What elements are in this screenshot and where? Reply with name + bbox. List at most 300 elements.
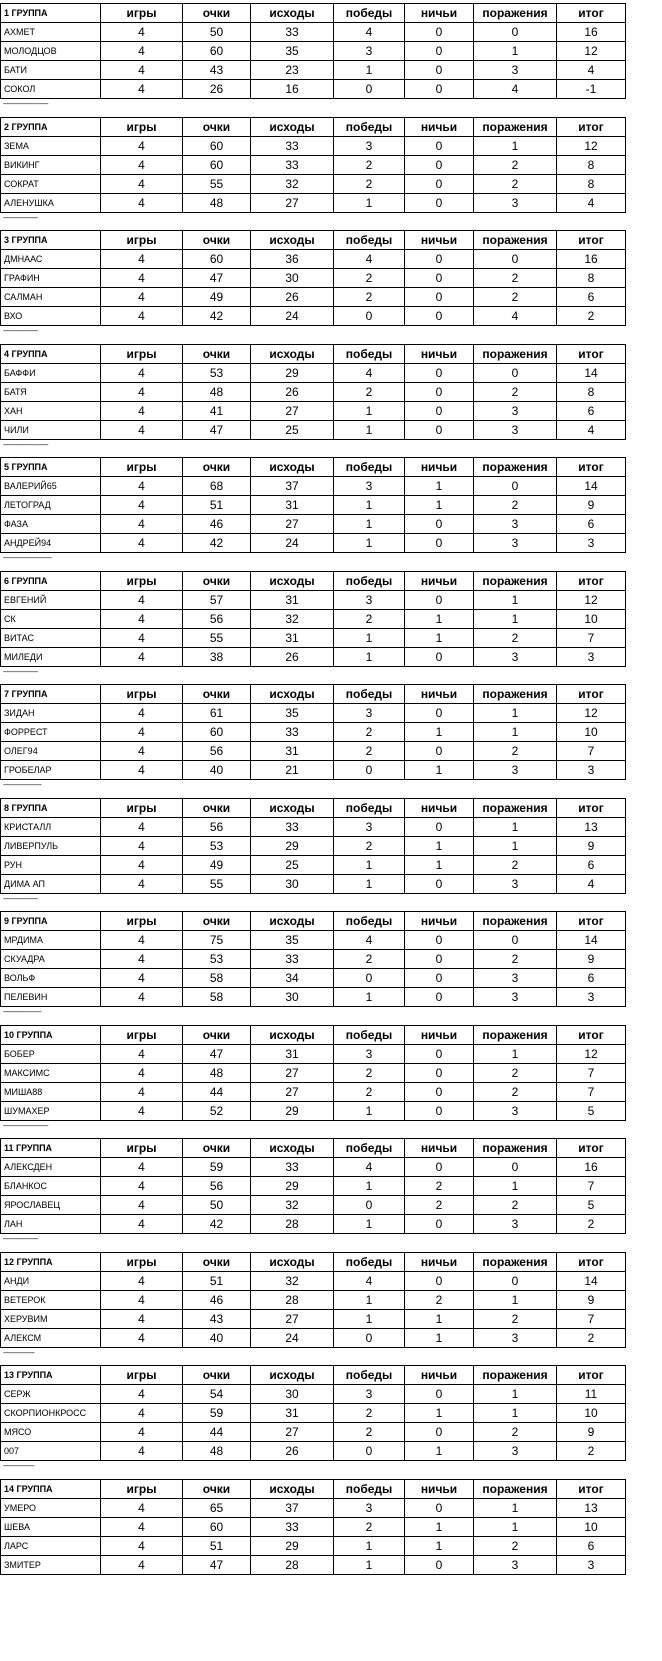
cell-wins: 4 <box>334 23 405 42</box>
cell-total: 7 <box>557 1082 626 1101</box>
cell-wins: 2 <box>334 155 405 174</box>
cell-total: 7 <box>557 1177 626 1196</box>
cell-losses: 0 <box>474 931 557 950</box>
column-header-total: итог <box>557 798 626 817</box>
cell-points: 56 <box>183 742 251 761</box>
cell-games: 4 <box>101 1196 183 1215</box>
cell-outcomes: 29 <box>251 1101 334 1120</box>
group-block-3 <box>0 230 625 344</box>
cell-games: 4 <box>101 288 183 307</box>
group-block-12 <box>0 1252 625 1366</box>
column-header-outcomes: исходы <box>251 912 334 931</box>
cell-losses: 2 <box>474 742 557 761</box>
column-header-draws: ничьи <box>405 798 474 817</box>
cell-wins: 1 <box>334 647 405 666</box>
team-name: РУН <box>1 855 101 874</box>
cell-points: 57 <box>183 590 251 609</box>
cell-total: 12 <box>557 136 626 155</box>
column-header-losses: поражения <box>474 1025 557 1044</box>
cell-points: 56 <box>183 1177 251 1196</box>
table-row <box>1 401 626 420</box>
cell-points: 46 <box>183 515 251 534</box>
team-name: ВИТАС <box>1 628 101 647</box>
team-name: ЕВГЕНИЙ <box>1 590 101 609</box>
cell-losses: 0 <box>474 250 557 269</box>
cell-points: 50 <box>183 1196 251 1215</box>
column-header-draws: ничьи <box>405 1139 474 1158</box>
column-header-points: очки <box>183 1139 251 1158</box>
group-separator: -------------------------- <box>3 1122 49 1130</box>
cell-losses: 1 <box>474 590 557 609</box>
cell-outcomes: 24 <box>251 1328 334 1347</box>
group-title: 5 ГРУППА <box>1 458 101 477</box>
table-row <box>1 534 626 553</box>
cell-points: 60 <box>183 723 251 742</box>
team-name: СОКОЛ <box>1 80 101 99</box>
column-header-games: игры <box>101 458 183 477</box>
table-row <box>1 874 626 893</box>
cell-points: 51 <box>183 1536 251 1555</box>
team-name: 007 <box>1 1442 101 1461</box>
cell-total: 5 <box>557 1101 626 1120</box>
cell-losses: 3 <box>474 761 557 780</box>
cell-games: 4 <box>101 1082 183 1101</box>
cell-wins: 3 <box>334 1498 405 1517</box>
cell-draws: 0 <box>405 1555 474 1574</box>
cell-losses: 2 <box>474 288 557 307</box>
column-header-wins: победы <box>334 231 405 250</box>
cell-games: 4 <box>101 1536 183 1555</box>
cell-games: 4 <box>101 1158 183 1177</box>
table-row <box>1 174 626 193</box>
column-header-games: игры <box>101 344 183 363</box>
cell-wins: 1 <box>334 628 405 647</box>
cell-points: 42 <box>183 1215 251 1234</box>
column-header-wins: победы <box>334 117 405 136</box>
column-header-total: итог <box>557 685 626 704</box>
cell-draws: 0 <box>405 80 474 99</box>
cell-losses: 0 <box>474 1158 557 1177</box>
cell-points: 47 <box>183 420 251 439</box>
cell-draws: 1 <box>405 477 474 496</box>
column-header-games: игры <box>101 798 183 817</box>
cell-games: 4 <box>101 874 183 893</box>
cell-losses: 2 <box>474 1196 557 1215</box>
cell-draws: 0 <box>405 1271 474 1290</box>
column-header-outcomes: исходы <box>251 458 334 477</box>
cell-outcomes: 29 <box>251 1177 334 1196</box>
team-name: ЗМИТЕР <box>1 1555 101 1574</box>
cell-games: 4 <box>101 269 183 288</box>
cell-total: 9 <box>557 836 626 855</box>
column-header-losses: поражения <box>474 458 557 477</box>
cell-total: 6 <box>557 288 626 307</box>
column-header-total: итог <box>557 1479 626 1498</box>
cell-wins: 1 <box>334 1101 405 1120</box>
group-title: 14 ГРУППА <box>1 1479 101 1498</box>
cell-wins: 2 <box>334 950 405 969</box>
team-name: БАТЯ <box>1 382 101 401</box>
cell-games: 4 <box>101 42 183 61</box>
cell-draws: 1 <box>405 1517 474 1536</box>
group-table <box>0 684 626 780</box>
cell-outcomes: 27 <box>251 1063 334 1082</box>
cell-outcomes: 33 <box>251 23 334 42</box>
cell-games: 4 <box>101 401 183 420</box>
team-name: БЛАНКОС <box>1 1177 101 1196</box>
column-header-total: итог <box>557 4 626 23</box>
column-header-losses: поражения <box>474 1252 557 1271</box>
cell-total: 12 <box>557 590 626 609</box>
cell-games: 4 <box>101 1101 183 1120</box>
cell-total: 8 <box>557 382 626 401</box>
cell-games: 4 <box>101 1555 183 1574</box>
cell-points: 40 <box>183 1328 251 1347</box>
table-row <box>1 1290 626 1309</box>
cell-outcomes: 31 <box>251 628 334 647</box>
column-header-total: итог <box>557 458 626 477</box>
cell-points: 53 <box>183 836 251 855</box>
cell-total: 8 <box>557 174 626 193</box>
table-row <box>1 855 626 874</box>
cell-wins: 2 <box>334 723 405 742</box>
cell-losses: 2 <box>474 1309 557 1328</box>
group-header-row <box>1 1366 626 1385</box>
cell-draws: 0 <box>405 155 474 174</box>
column-header-losses: поражения <box>474 344 557 363</box>
cell-outcomes: 27 <box>251 515 334 534</box>
column-header-outcomes: исходы <box>251 117 334 136</box>
cell-total: 2 <box>557 1442 626 1461</box>
cell-losses: 3 <box>474 515 557 534</box>
table-row <box>1 1498 626 1517</box>
cell-points: 60 <box>183 250 251 269</box>
table-row <box>1 723 626 742</box>
cell-outcomes: 33 <box>251 817 334 836</box>
cell-draws: 1 <box>405 1442 474 1461</box>
cell-outcomes: 35 <box>251 704 334 723</box>
column-header-games: игры <box>101 1252 183 1271</box>
cell-losses: 2 <box>474 174 557 193</box>
column-header-total: итог <box>557 1139 626 1158</box>
cell-outcomes: 26 <box>251 288 334 307</box>
cell-losses: 3 <box>474 1555 557 1574</box>
team-name: СКОРПИОНКРОСС <box>1 1404 101 1423</box>
table-row <box>1 969 626 988</box>
cell-games: 4 <box>101 496 183 515</box>
cell-games: 4 <box>101 1290 183 1309</box>
cell-losses: 2 <box>474 1423 557 1442</box>
column-header-points: очки <box>183 231 251 250</box>
column-header-draws: ничьи <box>405 1479 474 1498</box>
table-row <box>1 1196 626 1215</box>
table-row <box>1 61 626 80</box>
team-name: ЗЕМА <box>1 136 101 155</box>
column-header-outcomes: исходы <box>251 798 334 817</box>
cell-outcomes: 28 <box>251 1215 334 1234</box>
cell-points: 48 <box>183 382 251 401</box>
group-table <box>0 911 626 1007</box>
group-block-6 <box>0 571 625 685</box>
cell-games: 4 <box>101 590 183 609</box>
cell-losses: 1 <box>474 836 557 855</box>
cell-total: 8 <box>557 269 626 288</box>
cell-points: 48 <box>183 1063 251 1082</box>
cell-outcomes: 28 <box>251 1555 334 1574</box>
group-separator: -------------------------- <box>3 441 49 449</box>
cell-points: 51 <box>183 496 251 515</box>
table-row <box>1 590 626 609</box>
cell-losses: 3 <box>474 534 557 553</box>
table-row <box>1 1328 626 1347</box>
column-header-wins: победы <box>334 1252 405 1271</box>
cell-wins: 1 <box>334 534 405 553</box>
table-row <box>1 647 626 666</box>
cell-outcomes: 27 <box>251 1423 334 1442</box>
group-block-10 <box>0 1025 625 1139</box>
cell-losses: 1 <box>474 1498 557 1517</box>
cell-points: 60 <box>183 42 251 61</box>
cell-losses: 2 <box>474 1063 557 1082</box>
group-header-row <box>1 117 626 136</box>
cell-losses: 3 <box>474 988 557 1007</box>
team-name: АЛЕНУШКА <box>1 193 101 212</box>
column-header-wins: победы <box>334 344 405 363</box>
cell-points: 46 <box>183 1290 251 1309</box>
column-header-wins: победы <box>334 571 405 590</box>
table-row <box>1 1404 626 1423</box>
column-header-wins: победы <box>334 1139 405 1158</box>
cell-outcomes: 33 <box>251 136 334 155</box>
cell-losses: 4 <box>474 307 557 326</box>
group-header-row <box>1 1139 626 1158</box>
column-header-losses: поражения <box>474 4 557 23</box>
cell-games: 4 <box>101 1215 183 1234</box>
cell-wins: 3 <box>334 590 405 609</box>
cell-draws: 1 <box>405 1328 474 1347</box>
column-header-wins: победы <box>334 1366 405 1385</box>
cell-points: 60 <box>183 1517 251 1536</box>
cell-games: 4 <box>101 988 183 1007</box>
team-name: МАКСИМС <box>1 1063 101 1082</box>
cell-points: 68 <box>183 477 251 496</box>
cell-outcomes: 26 <box>251 382 334 401</box>
team-name: УМЕРО <box>1 1498 101 1517</box>
cell-losses: 1 <box>474 609 557 628</box>
cell-games: 4 <box>101 723 183 742</box>
group-block-2 <box>0 117 625 231</box>
table-row <box>1 1082 626 1101</box>
column-header-games: игры <box>101 231 183 250</box>
cell-total: 3 <box>557 761 626 780</box>
cell-outcomes: 35 <box>251 42 334 61</box>
cell-draws: 0 <box>405 1423 474 1442</box>
cell-points: 75 <box>183 931 251 950</box>
cell-games: 4 <box>101 534 183 553</box>
cell-wins: 1 <box>334 61 405 80</box>
column-header-games: игры <box>101 1366 183 1385</box>
team-name: ФАЗА <box>1 515 101 534</box>
cell-outcomes: 31 <box>251 1044 334 1063</box>
cell-losses: 1 <box>474 136 557 155</box>
column-header-total: итог <box>557 344 626 363</box>
table-row <box>1 742 626 761</box>
cell-outcomes: 33 <box>251 723 334 742</box>
cell-losses: 2 <box>474 1536 557 1555</box>
table-row <box>1 628 626 647</box>
cell-draws: 0 <box>405 250 474 269</box>
cell-losses: 1 <box>474 1517 557 1536</box>
column-header-draws: ничьи <box>405 117 474 136</box>
column-header-games: игры <box>101 912 183 931</box>
table-row <box>1 1271 626 1290</box>
team-name: ГРОБЕЛАР <box>1 761 101 780</box>
cell-total: 4 <box>557 874 626 893</box>
column-header-wins: победы <box>334 1025 405 1044</box>
cell-outcomes: 33 <box>251 1517 334 1536</box>
team-name: ОЛЕГ94 <box>1 742 101 761</box>
cell-losses: 3 <box>474 61 557 80</box>
table-row <box>1 420 626 439</box>
cell-losses: 3 <box>474 193 557 212</box>
group-separator: ------------------ <box>3 1349 35 1357</box>
cell-total: 11 <box>557 1385 626 1404</box>
cell-total: 4 <box>557 420 626 439</box>
cell-points: 49 <box>183 855 251 874</box>
cell-total: 2 <box>557 307 626 326</box>
column-header-total: итог <box>557 117 626 136</box>
cell-games: 4 <box>101 307 183 326</box>
column-header-outcomes: исходы <box>251 1025 334 1044</box>
team-name: КРИСТАЛЛ <box>1 817 101 836</box>
table-row <box>1 761 626 780</box>
cell-games: 4 <box>101 193 183 212</box>
team-name: ДИМА АП <box>1 874 101 893</box>
cell-points: 65 <box>183 1498 251 1517</box>
cell-wins: 2 <box>334 1517 405 1536</box>
cell-total: 6 <box>557 401 626 420</box>
cell-outcomes: 27 <box>251 401 334 420</box>
table-row <box>1 1442 626 1461</box>
cell-games: 4 <box>101 969 183 988</box>
cell-wins: 3 <box>334 1044 405 1063</box>
cell-wins: 4 <box>334 931 405 950</box>
cell-games: 4 <box>101 950 183 969</box>
cell-draws: 1 <box>405 761 474 780</box>
column-header-games: игры <box>101 1139 183 1158</box>
cell-wins: 4 <box>334 1158 405 1177</box>
team-name: МИЛЕДИ <box>1 647 101 666</box>
cell-losses: 3 <box>474 969 557 988</box>
cell-draws: 0 <box>405 269 474 288</box>
cell-wins: 1 <box>334 988 405 1007</box>
cell-draws: 1 <box>405 1536 474 1555</box>
cell-losses: 3 <box>474 1328 557 1347</box>
cell-losses: 1 <box>474 1404 557 1423</box>
cell-outcomes: 30 <box>251 874 334 893</box>
cell-draws: 2 <box>405 1196 474 1215</box>
column-header-outcomes: исходы <box>251 571 334 590</box>
cell-outcomes: 16 <box>251 80 334 99</box>
column-header-wins: победы <box>334 4 405 23</box>
team-name: ЗИДАН <box>1 704 101 723</box>
cell-games: 4 <box>101 1177 183 1196</box>
table-row <box>1 1063 626 1082</box>
cell-points: 55 <box>183 174 251 193</box>
cell-draws: 0 <box>405 382 474 401</box>
cell-points: 51 <box>183 1271 251 1290</box>
cell-games: 4 <box>101 704 183 723</box>
group-header-row <box>1 458 626 477</box>
cell-draws: 1 <box>405 496 474 515</box>
team-name: СЕРЖ <box>1 1385 101 1404</box>
column-header-total: итог <box>557 1252 626 1271</box>
team-name: АНДИ <box>1 1271 101 1290</box>
team-name: ЛЕТОГРАД <box>1 496 101 515</box>
table-row <box>1 1536 626 1555</box>
cell-wins: 1 <box>334 496 405 515</box>
cell-games: 4 <box>101 363 183 382</box>
group-table <box>0 344 626 440</box>
cell-total: 2 <box>557 1328 626 1347</box>
cell-games: 4 <box>101 1271 183 1290</box>
group-table <box>0 117 626 213</box>
cell-games: 4 <box>101 931 183 950</box>
cell-games: 4 <box>101 609 183 628</box>
cell-outcomes: 25 <box>251 420 334 439</box>
cell-games: 4 <box>101 1063 183 1082</box>
cell-wins: 0 <box>334 1328 405 1347</box>
cell-wins: 1 <box>334 420 405 439</box>
group-title: 8 ГРУППА <box>1 798 101 817</box>
cell-losses: 1 <box>474 42 557 61</box>
cell-games: 4 <box>101 1385 183 1404</box>
group-block-4 <box>0 344 625 458</box>
cell-wins: 1 <box>334 1215 405 1234</box>
cell-points: 59 <box>183 1404 251 1423</box>
cell-losses: 2 <box>474 1082 557 1101</box>
team-name: САЛМАН <box>1 288 101 307</box>
team-name: АЛЕКСДЕН <box>1 1158 101 1177</box>
cell-wins: 3 <box>334 817 405 836</box>
cell-total: 3 <box>557 647 626 666</box>
cell-games: 4 <box>101 136 183 155</box>
column-header-losses: поражения <box>474 231 557 250</box>
cell-wins: 3 <box>334 136 405 155</box>
cell-wins: 2 <box>334 174 405 193</box>
team-name: МЯСО <box>1 1423 101 1442</box>
cell-points: 44 <box>183 1423 251 1442</box>
cell-total: 10 <box>557 609 626 628</box>
cell-losses: 1 <box>474 1044 557 1063</box>
cell-losses: 0 <box>474 477 557 496</box>
group-table <box>0 571 626 667</box>
cell-outcomes: 33 <box>251 1158 334 1177</box>
cell-games: 4 <box>101 855 183 874</box>
cell-points: 48 <box>183 193 251 212</box>
table-row <box>1 250 626 269</box>
table-row <box>1 193 626 212</box>
cell-games: 4 <box>101 1044 183 1063</box>
cell-outcomes: 34 <box>251 969 334 988</box>
table-row <box>1 1385 626 1404</box>
cell-wins: 1 <box>334 1536 405 1555</box>
column-header-losses: поражения <box>474 117 557 136</box>
group-title: 7 ГРУППА <box>1 685 101 704</box>
cell-total: 7 <box>557 742 626 761</box>
cell-losses: 1 <box>474 1177 557 1196</box>
cell-points: 42 <box>183 534 251 553</box>
